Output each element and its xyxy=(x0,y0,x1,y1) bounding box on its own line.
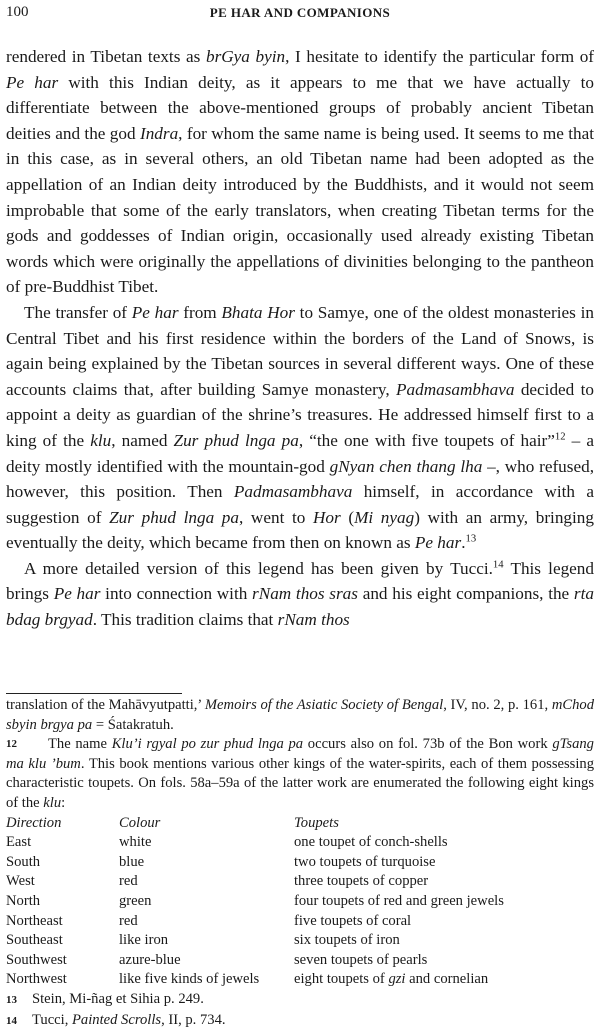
toupets-cell: eight toupets of gzi and cornelian xyxy=(294,970,504,990)
column-header: Direction xyxy=(6,814,119,834)
colour-cell: like iron xyxy=(119,931,294,951)
running-header xyxy=(6,4,594,24)
footnote-text: Stein, Mi-ñag et Sihia p. 249. xyxy=(32,991,204,1007)
direction-cell: Northeast xyxy=(6,912,119,932)
table-row xyxy=(6,853,504,873)
running-head-title: PE HAR AND COMPANIONS xyxy=(6,5,594,21)
footnote-continuation: translation of the Mahāvyutpatti,’ Memoirs of the Asiatic Society of Bengal, IV, no. 2, p. 161, mChod sbyin brgya pa = Śatakratuh. xyxy=(6,696,594,735)
direction-cell: Southwest xyxy=(6,951,119,971)
toupets-cell: seven toupets of pearls xyxy=(294,951,504,971)
paragraph: A more detailed version of this legend has been given by Tucci.$^{14}$ This legend brings Pe har into connection with rNam thos sras and his eight companions, the rta bdag brgyad. This tradition claims that rNam thos xyxy=(6,556,594,633)
colour-cell: blue xyxy=(119,853,294,873)
klu-kings-table xyxy=(6,814,504,990)
column-header: Toupets xyxy=(294,814,504,834)
colour-cell: red xyxy=(119,872,294,892)
direction-cell: Southeast xyxy=(6,931,119,951)
table-row xyxy=(6,931,504,951)
direction-cell: West xyxy=(6,872,119,892)
direction-cell: Northwest xyxy=(6,970,119,990)
footnote-text: The name Klu’i rgyal po zur phud lnga pa occurs also on fol. 73b of the Bon work gTsang ma klu ’bum. This book mentions various other kings of the water-spirits, each of them possessing characteristic toupets. On fols. 58a–59a of the latter work are enumerated the following eight kings of the klu: xyxy=(6,736,594,811)
footnote-14 xyxy=(6,1011,594,1031)
footnote-text: Tucci, Painted Scrolls, II, p. 734. xyxy=(32,1012,226,1028)
colour-cell: red xyxy=(119,912,294,932)
footnote-12 xyxy=(6,735,594,813)
toupets-cell: three toupets of copper xyxy=(294,872,504,892)
direction-cell: East xyxy=(6,833,119,853)
main-text xyxy=(6,44,594,633)
toupets-cell: four toupets of red and green jewels xyxy=(294,892,504,912)
colour-cell: azure-blue xyxy=(119,951,294,971)
direction-cell: North xyxy=(6,892,119,912)
paragraph: The transfer of Pe har from Bhata Hor to Samye, one of the oldest monasteries in Central Tibet and his first residence within the borders of the Land of Snows, is again being explained by the Tibetan sources in several different ways. One of these accounts claims that, after building Samye monastery, Padmasambhava decided to appoint a deity as guardian of the shrine’s treasures. He addressed himself first to a king of the klu, named Zur phud lnga pa, “the one with five toupets of hair”$^{12}$ – a deity mostly identified with the mountain-god gNyan chen thang lha –, who refused, however, this position. Then Padmasambhava himself, in accordance with a suggestion of Zur phud lnga pa, went to Hor (Mi nyag) with an army, bringing eventually the deity, which became from then on known as Pe har.$^{13}$ xyxy=(6,300,594,556)
colour-cell: green xyxy=(119,892,294,912)
toupets-cell: one toupet of conch-shells xyxy=(294,833,504,853)
footnote-13 xyxy=(6,990,594,1011)
table-row xyxy=(6,872,504,892)
footnote-rule xyxy=(6,693,182,694)
footnote-number: 14 xyxy=(6,1012,32,1031)
footnotes xyxy=(6,696,594,1031)
table-row xyxy=(6,951,504,971)
page-number: 100 xyxy=(6,4,29,21)
footnote-number: 13 xyxy=(6,991,32,1011)
footnote-number: 12 xyxy=(6,735,48,755)
colour-cell: white xyxy=(119,833,294,853)
table-row xyxy=(6,970,504,990)
colour-cell: like five kinds of jewels xyxy=(119,970,294,990)
direction-cell: South xyxy=(6,853,119,873)
table-row xyxy=(6,892,504,912)
paragraph: rendered in Tibetan texts as brGya byin, I hesitate to identify the particular form of Pe har with this Indian deity, as it appears to me that we have actually to differentiate between the above-mentioned groups of probably ancient Tibetan deities and the god Indra, for whom the same name is being used. It seems to me that in this case, as in several others, an old Tibetan name had been adopted as the appellation of an Indian deity introduced by the Buddhists, and it would not seem improbable that some of the early translators, when creating Tibetan terms for the gods and goddesses of Indian origin, occasionally used already existing Tibetan words which were originally the appellations of divinities belonging to the pantheon of pre-Buddhist Tibet. xyxy=(6,44,594,300)
toupets-cell: six toupets of iron xyxy=(294,931,504,951)
table-header-row xyxy=(6,814,504,834)
toupets-cell: two toupets of turquoise xyxy=(294,853,504,873)
table-row xyxy=(6,833,504,853)
column-header: Colour xyxy=(119,814,294,834)
table-row xyxy=(6,912,504,932)
toupets-cell: five toupets of coral xyxy=(294,912,504,932)
